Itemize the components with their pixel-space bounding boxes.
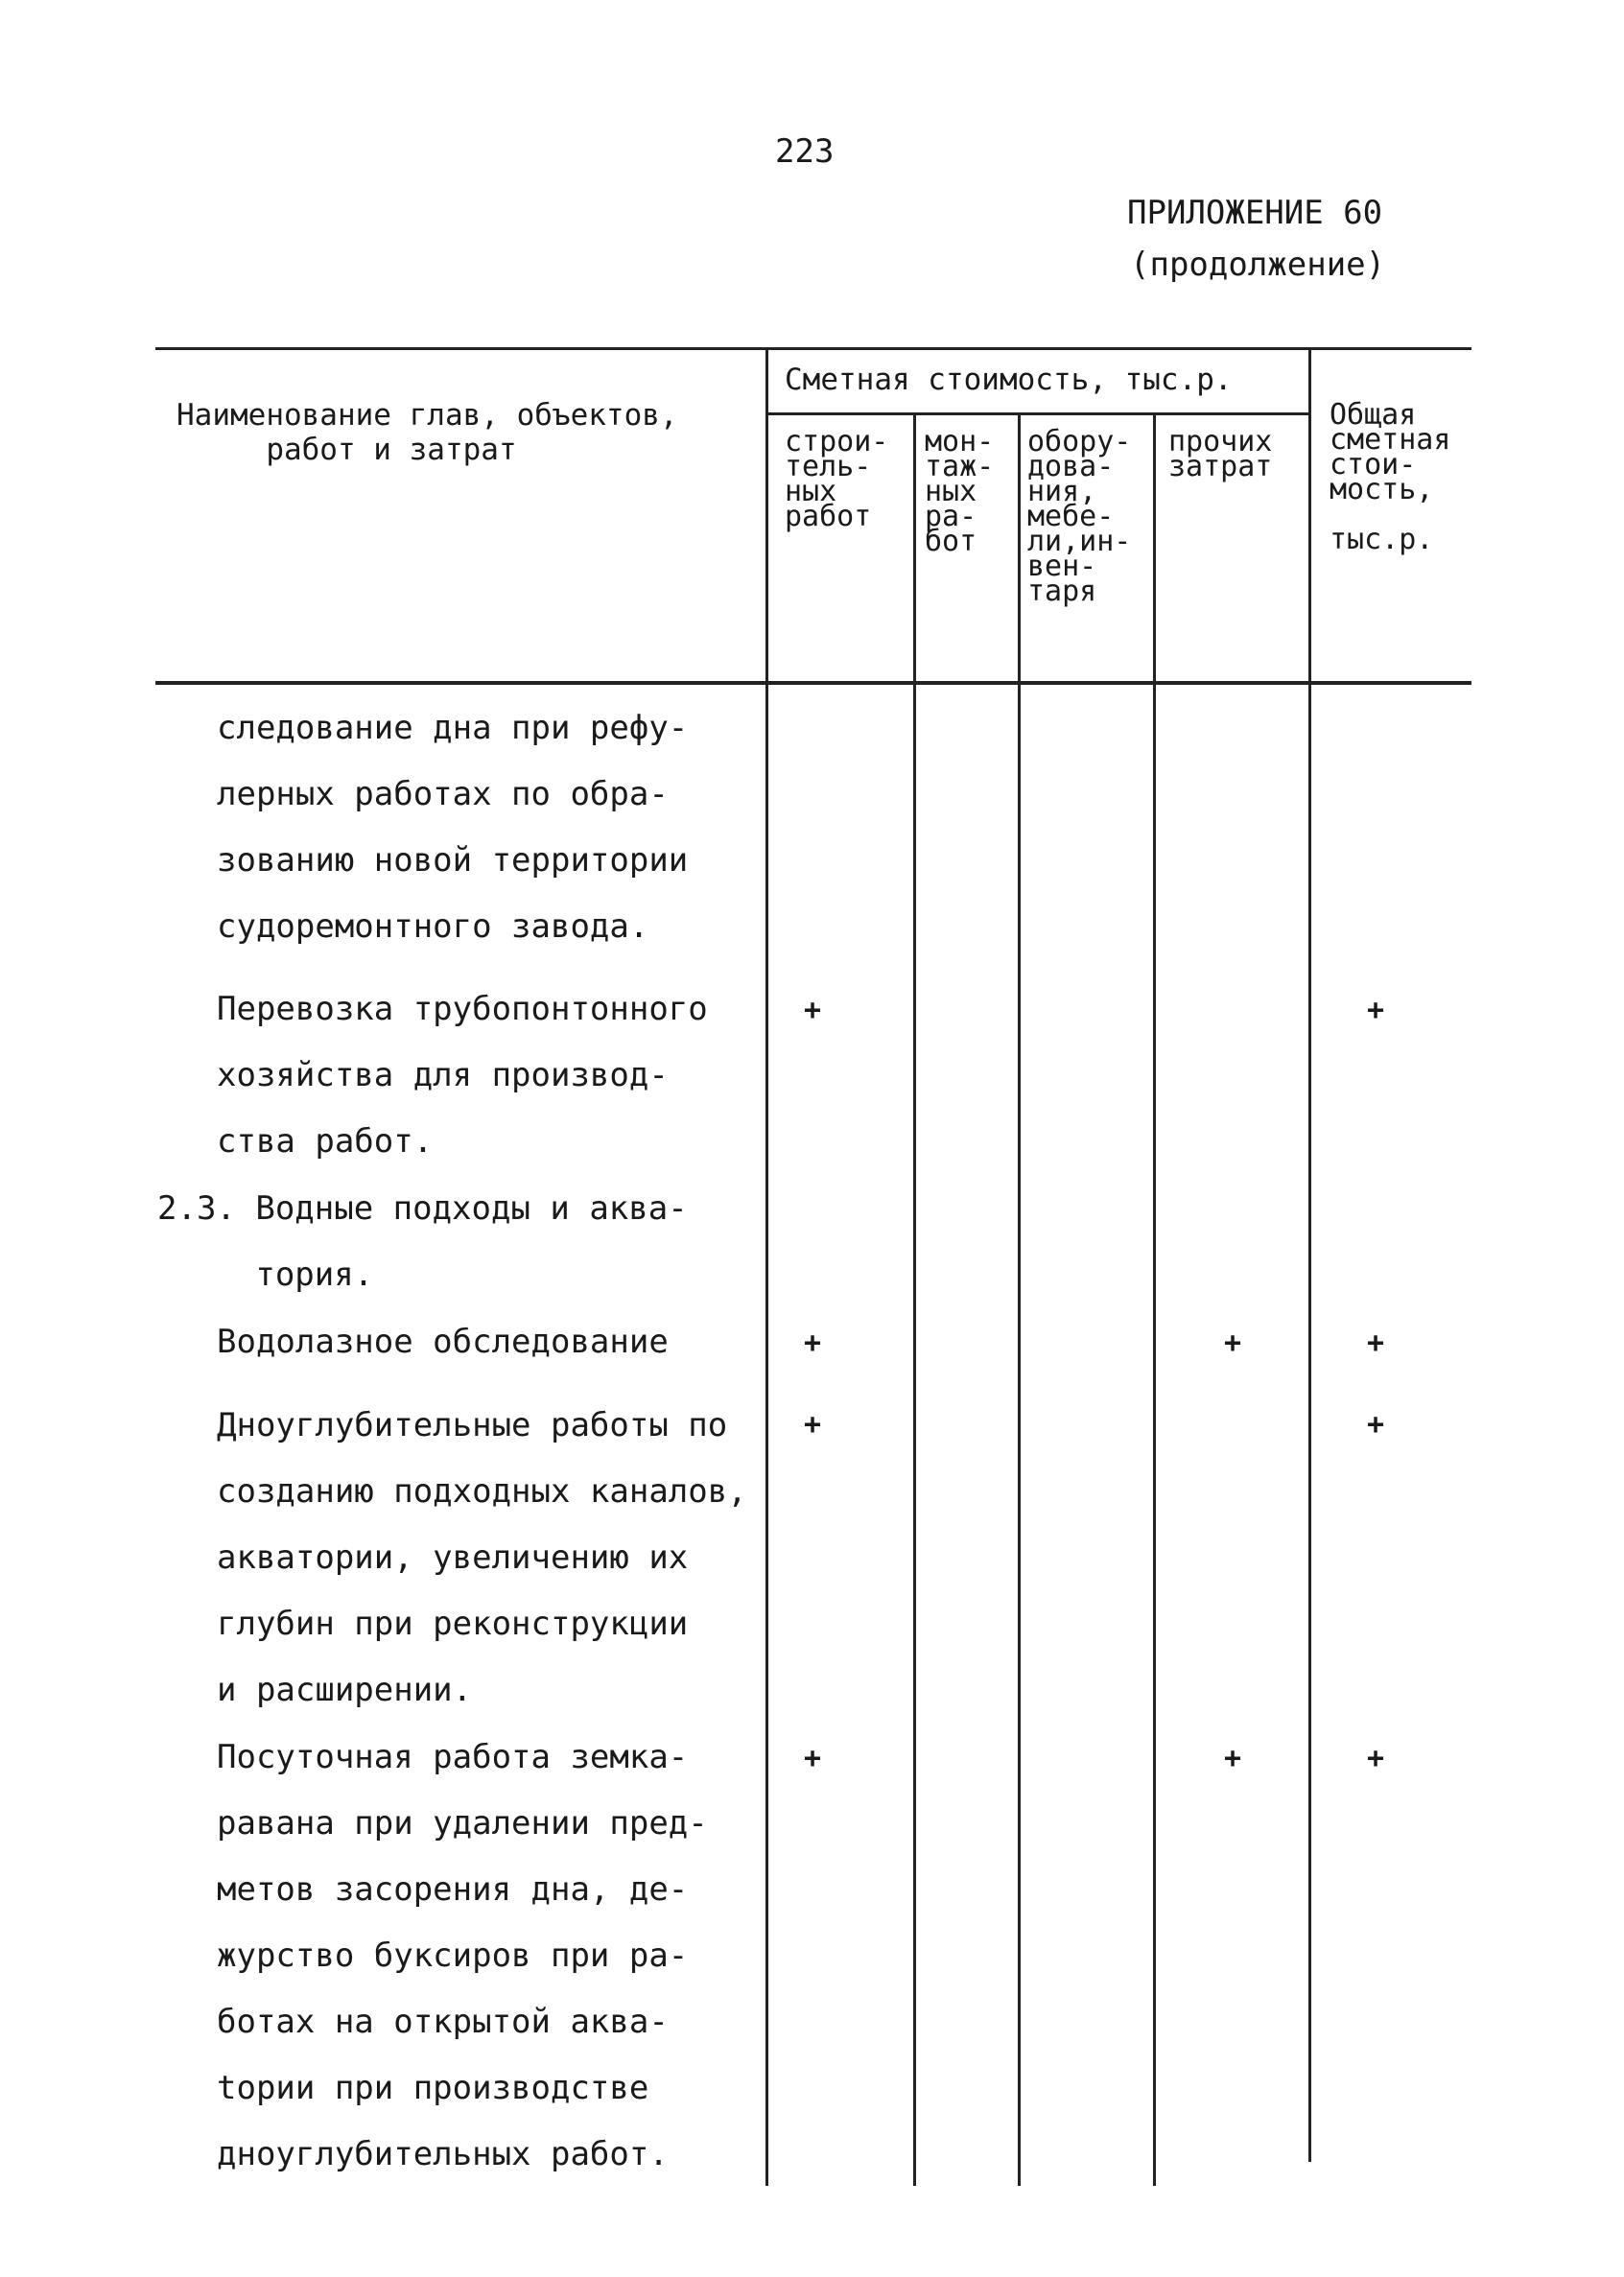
table-top-rule xyxy=(155,347,1471,350)
header-group: Сметная стоимость, тыс.р. xyxy=(785,363,1233,397)
column-divider xyxy=(1153,414,1156,2186)
table-row-text: 2.3. Водные подходы и аква- тория. xyxy=(157,1189,688,1294)
header-name-column: Наименование глав, объектов, работ и затрат xyxy=(177,398,678,467)
column-divider xyxy=(765,349,768,2186)
plus-mark: + xyxy=(1367,1742,1385,1775)
header-construction: строи- тель- ных работ xyxy=(785,425,889,533)
plus-mark: + xyxy=(804,1326,822,1360)
page-number: 223 xyxy=(775,132,835,171)
header-total-cost: Общая сметная стои- мость, тыс.р. xyxy=(1330,398,1451,556)
header-equipment: обору- дова- ния, мебе- ли,ин- вен- таря xyxy=(1027,425,1132,608)
column-divider xyxy=(913,414,916,2186)
plus-mark: + xyxy=(804,994,822,1027)
column-divider xyxy=(1308,349,1311,2162)
plus-mark: + xyxy=(1367,994,1385,1027)
table-row-text: следование дна при рефу- лерных работах по обра- зованию новой территории судоремонтного завода. xyxy=(217,709,689,946)
table-row-text: Посуточная работа земка- равана при удалении пред- метов засорения дна, де- журство буксиров при ра- ботах на открытой аква- tории при производстве дноуглубительных работ. xyxy=(217,1738,708,2173)
plus-mark: + xyxy=(804,1742,822,1775)
header-bottom-rule xyxy=(155,681,1471,685)
plus-mark: + xyxy=(1224,1742,1242,1775)
plus-mark: + xyxy=(1367,1408,1385,1442)
appendix-title: ПРИЛОЖЕНИЕ 60 xyxy=(1127,194,1383,232)
header-other-costs: прочих затрат xyxy=(1168,425,1273,483)
table-row-text: Перевозка трубопонтонного хозяйства для производ- ства работ. xyxy=(217,990,708,1161)
appendix-subtitle: (продолжение) xyxy=(1130,246,1386,284)
header-installation: мон- таж- ных ра- бот xyxy=(925,425,995,558)
column-divider xyxy=(1018,414,1021,2186)
table-row-text: Дноуглубительные работы по созданию подходных каналов, акватории, увеличению их глубин при реконструкции и расширении. xyxy=(217,1406,747,1709)
plus-mark: + xyxy=(1224,1326,1242,1360)
table-row-text: Водолазное обследование xyxy=(217,1323,669,1361)
group-header-rule xyxy=(767,412,1310,415)
plus-mark: + xyxy=(1367,1326,1385,1360)
plus-mark: + xyxy=(804,1408,822,1442)
